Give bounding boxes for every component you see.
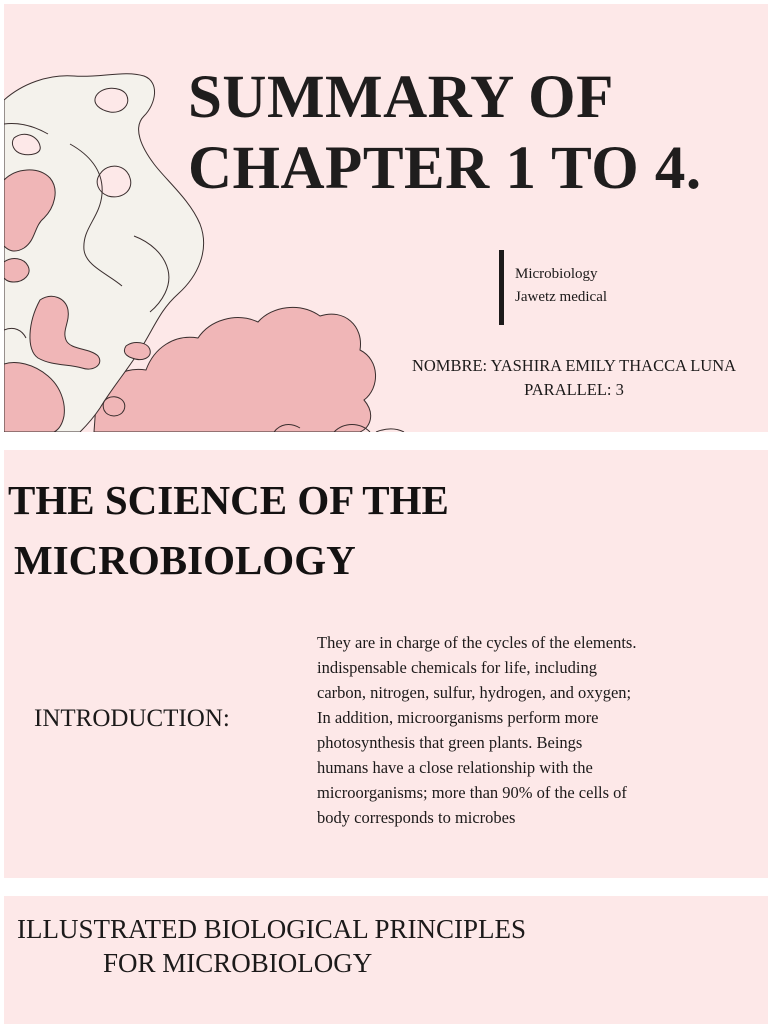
intro-text-line: They are in charge of the cycles of the elements. — [317, 633, 637, 652]
science-title-line-2: MICROBIOLOGY — [14, 537, 356, 583]
pink-blob-6 — [103, 397, 125, 416]
subject-divider-bar — [499, 250, 504, 325]
principles-title-line-2: FOR MICROBIOLOGY — [103, 948, 373, 978]
introduction-text — [317, 630, 687, 830]
intro-text-line: carbon, nitrogen, sulfur, hydrogen, and oxygen; — [317, 683, 632, 702]
principles-title — [17, 912, 526, 980]
student-info — [388, 354, 760, 402]
intro-text-line: microorganisms; more than 90% of the cells of — [317, 783, 627, 802]
cover-slide — [4, 4, 768, 432]
introduction-label: INTRODUCTION: — [34, 705, 230, 732]
student-name: NOMBRE: YASHIRA EMILY THACCA LUNA — [411, 356, 737, 375]
science-slide — [4, 450, 768, 878]
pink-blob-2 — [4, 259, 29, 282]
principles-title-line-1: ILLUSTRATED BIOLOGICAL PRINCIPLES — [17, 914, 526, 944]
science-title — [8, 470, 449, 590]
subject-line-2: Jawetz medical — [515, 289, 608, 305]
cover-title-line-2: CHAPTER 1 TO 4. — [188, 135, 702, 202]
cover-title-line-1: SUMMARY OF — [188, 64, 614, 131]
intro-text-line: body corresponds to microbes — [317, 808, 516, 827]
intro-text-line: humans have a close relationship with the — [317, 758, 593, 777]
principles-slide — [4, 896, 768, 1024]
subject-block — [515, 263, 607, 309]
intro-text-line: In addition, microorganisms perform more — [317, 708, 599, 727]
intro-text-line: photosynthesis that green plants. Beings — [317, 733, 583, 752]
cover-title — [188, 62, 758, 204]
intro-text-line: indispensable chemicals for life, including — [317, 658, 597, 677]
student-parallel: PARALLEL: 3 — [524, 380, 624, 399]
subject-line-1: Microbiology — [515, 266, 598, 282]
science-title-line-1: THE SCIENCE OF THE — [8, 477, 449, 523]
